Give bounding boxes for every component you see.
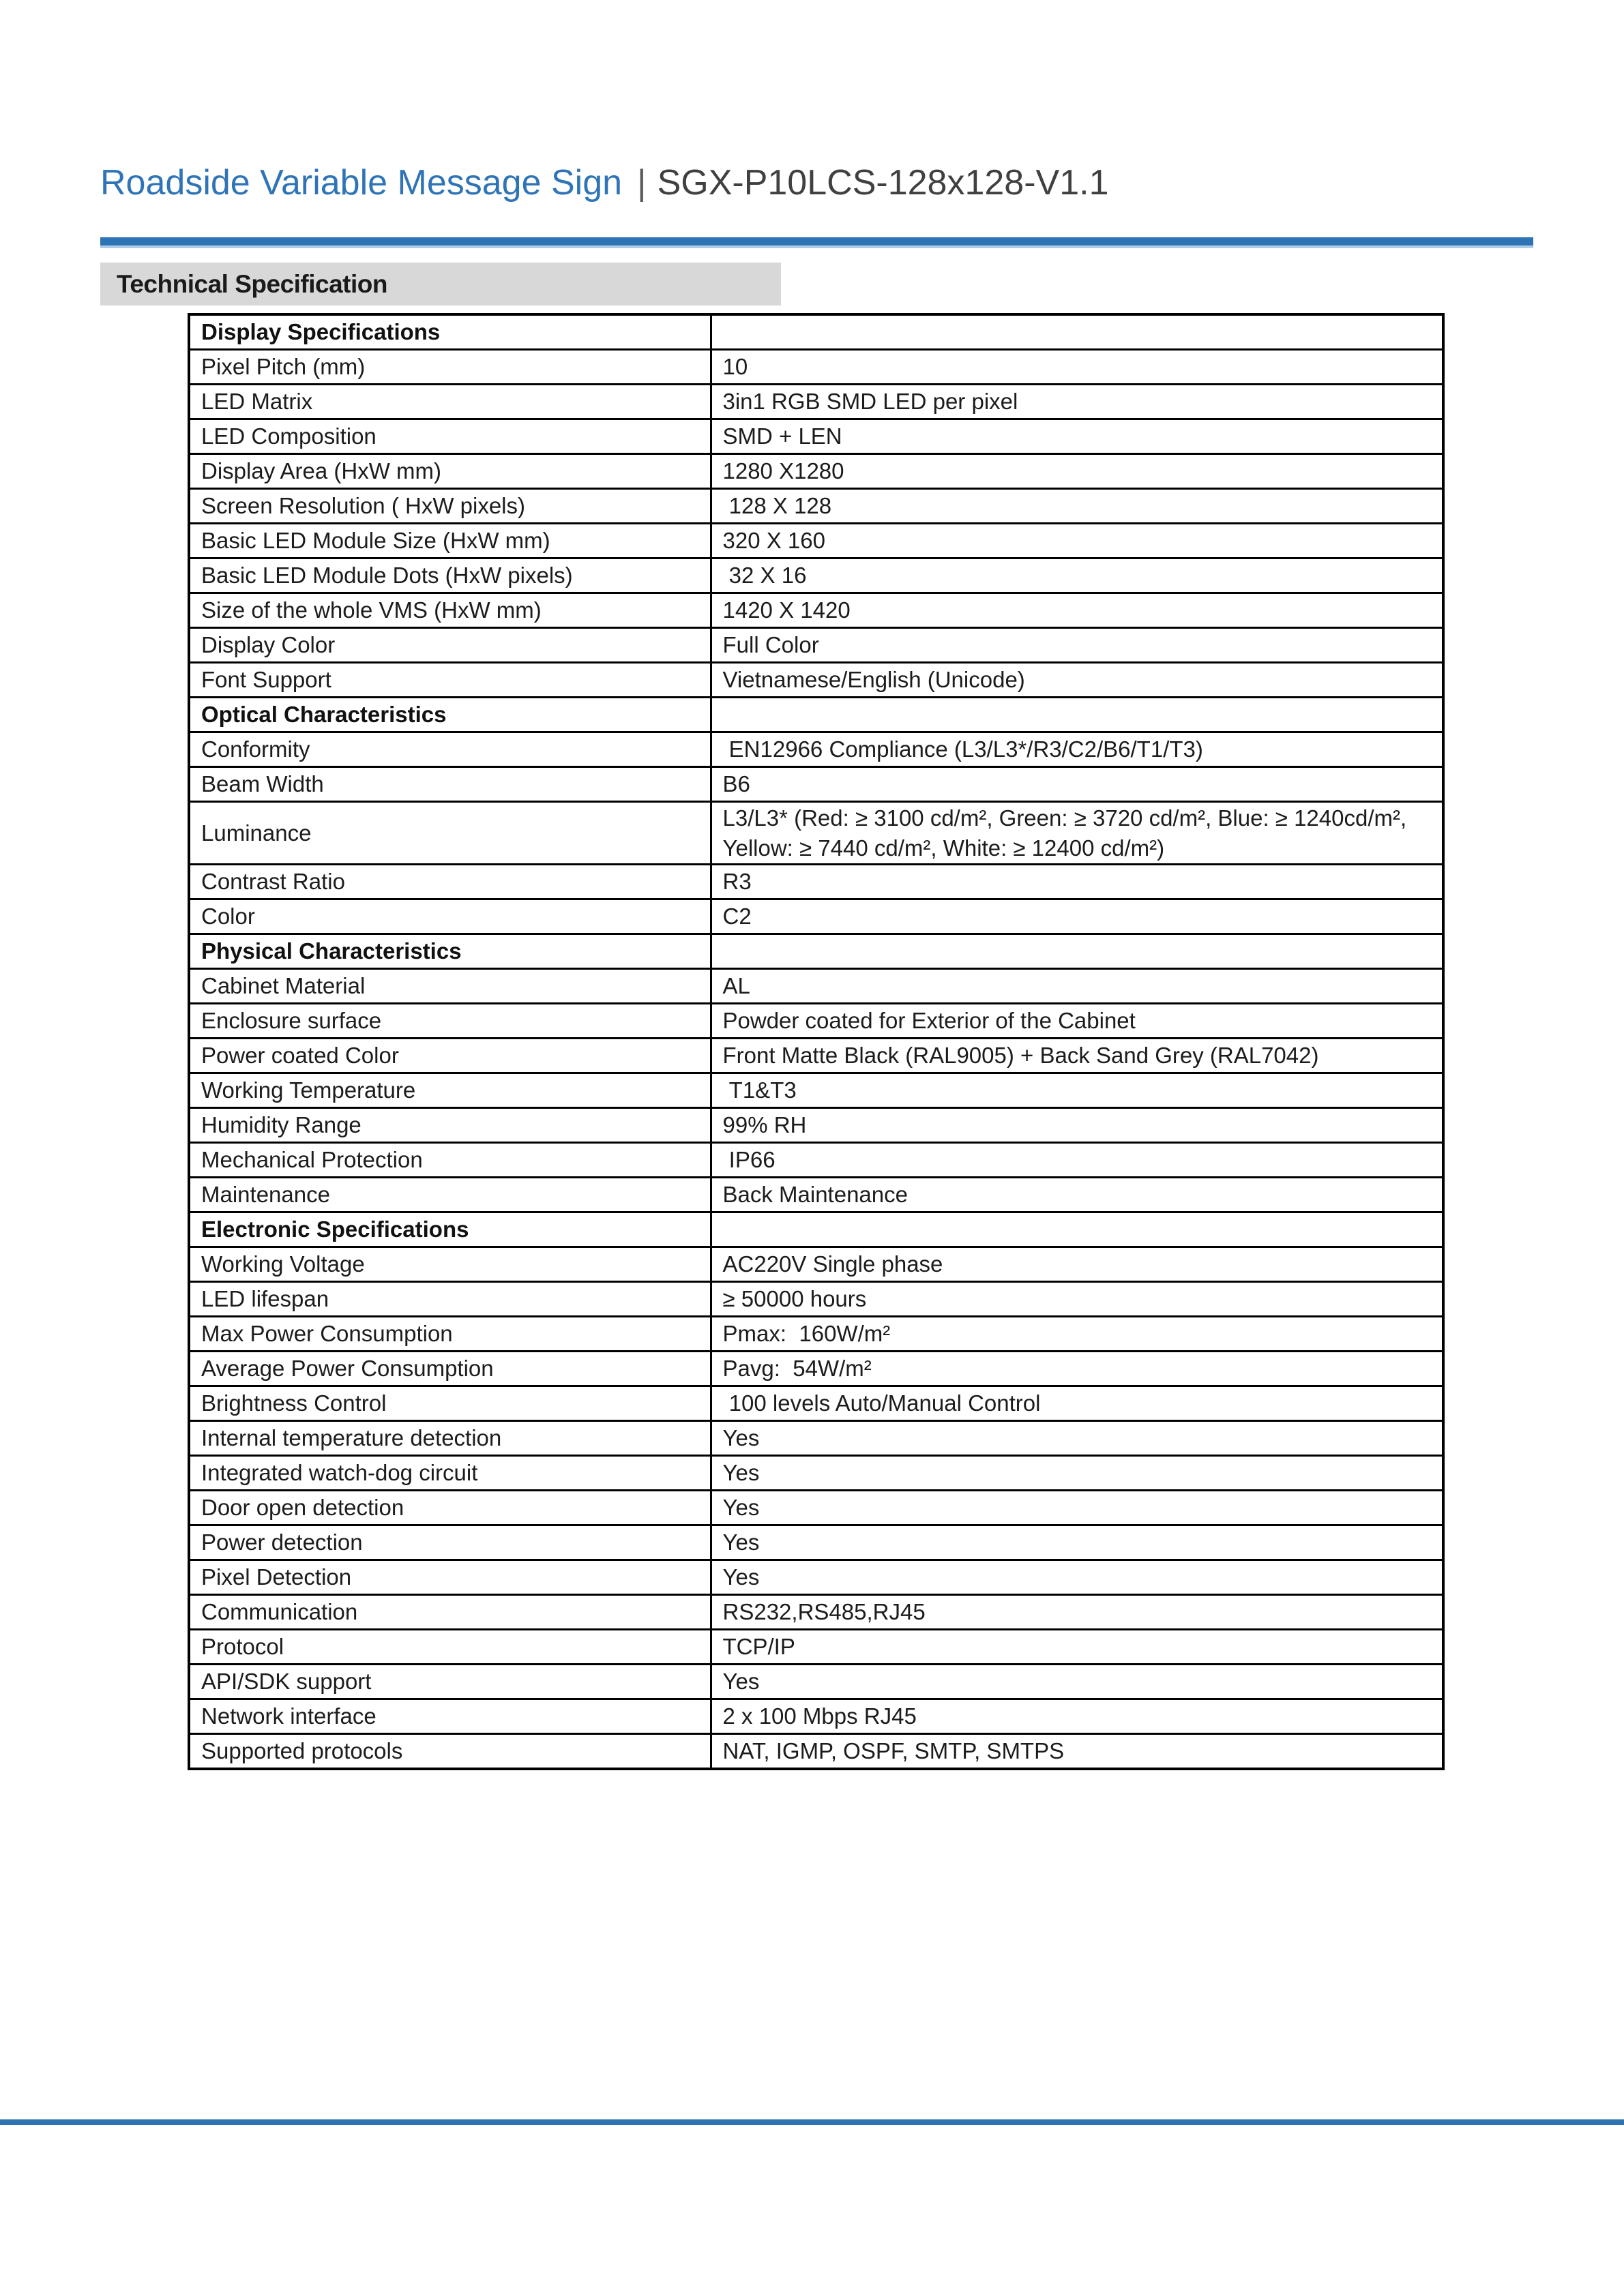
spec-label-cell	[189, 593, 711, 628]
spec-label: Font Support	[201, 667, 331, 693]
spec-row	[189, 663, 1443, 698]
spec-value: C2	[722, 904, 752, 929]
spec-value: 99% RH	[722, 1112, 807, 1138]
spec-value-cell	[711, 1073, 1443, 1108]
spec-value-cell	[711, 1560, 1443, 1595]
spec-value-cell	[711, 934, 1443, 969]
spec-row	[189, 1317, 1443, 1352]
spec-value: Pmax: 160W/m²	[722, 1321, 891, 1347]
spec-label-cell	[189, 865, 711, 899]
spec-value-cell	[711, 1456, 1443, 1491]
spec-label: Protocol	[201, 1634, 284, 1660]
technical-specification-banner	[100, 263, 781, 305]
spec-label-cell	[189, 899, 711, 934]
spec-row	[189, 1525, 1443, 1560]
spec-label-cell	[189, 934, 711, 969]
spec-label-cell	[189, 1491, 711, 1525]
spec-label-cell	[189, 1039, 711, 1073]
spec-value: IP66	[722, 1147, 776, 1173]
spec-label: Supported protocols	[201, 1738, 403, 1764]
spec-row	[189, 314, 1443, 350]
spec-value-cell	[711, 489, 1443, 524]
spec-value: TCP/IP	[722, 1634, 795, 1660]
spec-label: Basic LED Module Dots (HxW pixels)	[201, 563, 573, 588]
spec-value-cell	[711, 454, 1443, 489]
spec-value-cell	[711, 767, 1443, 802]
title-separator: |	[637, 163, 647, 203]
spec-label: Optical Characteristics	[201, 702, 447, 728]
spec-row	[189, 1665, 1443, 1699]
spec-label: Door open detection	[201, 1495, 404, 1521]
spec-label-cell	[189, 558, 711, 593]
spec-value: AC220V Single phase	[722, 1251, 943, 1277]
spec-row	[189, 524, 1443, 558]
spec-value-cell	[711, 628, 1443, 663]
spec-label: Enclosure surface	[201, 1008, 382, 1034]
spec-label: Power detection	[201, 1530, 363, 1555]
spec-label-cell	[189, 969, 711, 1004]
spec-value: AL	[722, 973, 750, 999]
spec-value: Yes	[722, 1460, 760, 1486]
spec-value-cell	[711, 698, 1443, 732]
spec-label-cell	[189, 314, 711, 350]
spec-value-cell	[711, 1421, 1443, 1456]
spec-row	[189, 1456, 1443, 1491]
spec-label-cell	[189, 385, 711, 419]
technical-specification-label: Technical Specification	[117, 269, 387, 298]
spec-row	[189, 1560, 1443, 1595]
spec-row	[189, 1004, 1443, 1039]
spec-label: Working Temperature	[201, 1077, 416, 1103]
spec-value-cell	[711, 1178, 1443, 1212]
page-header	[100, 162, 1109, 203]
spec-label-cell	[189, 628, 711, 663]
spec-row	[189, 1734, 1443, 1770]
spec-label: Humidity Range	[201, 1112, 361, 1138]
spec-label-cell	[189, 663, 711, 698]
spec-row	[189, 969, 1443, 1004]
spec-value: Yes	[722, 1425, 760, 1451]
model-number: SGX-P10LCS-128x128-V1.1	[657, 163, 1109, 203]
spec-value-cell	[711, 593, 1443, 628]
spec-row	[189, 593, 1443, 628]
spec-value-cell	[711, 1143, 1443, 1178]
spec-value: L3/L3* (Red: ≥ 3100 cd/m², Green: ≥ 3720 cd/m², Blue: ≥ 1240cd/m², Yellow: ≥ 7440 cd/m², White: ≥ 12400 cd/m²)	[722, 805, 1413, 861]
spec-label-cell	[189, 524, 711, 558]
spec-value: Full Color	[722, 632, 819, 658]
spec-value-cell	[711, 1386, 1443, 1421]
spec-row	[189, 1595, 1443, 1630]
spec-row	[189, 454, 1443, 489]
spec-value: SMD + LEN	[722, 423, 842, 449]
footer-divider-rule	[0, 2119, 1624, 2125]
spec-label-cell	[189, 419, 711, 454]
spec-value: Yes	[722, 1564, 760, 1590]
spec-value-cell	[711, 1665, 1443, 1699]
spec-value: 128 X 128	[722, 493, 832, 519]
spec-value-cell	[711, 802, 1443, 865]
spec-value-cell	[711, 1039, 1443, 1073]
spec-row	[189, 1247, 1443, 1282]
spec-value-cell	[711, 732, 1443, 767]
spec-label: Electronic Specifications	[201, 1217, 469, 1242]
spec-label: LED Matrix	[201, 389, 313, 415]
spec-label: Average Power Consumption	[201, 1356, 494, 1382]
spec-label-cell	[189, 454, 711, 489]
spec-label: Screen Resolution ( HxW pixels)	[201, 493, 525, 519]
spec-value: NAT, IGMP, OSPF, SMTP, SMTPS	[722, 1738, 1065, 1764]
spec-row	[189, 1352, 1443, 1386]
spec-label-cell	[189, 732, 711, 767]
spec-value: Yes	[722, 1669, 760, 1695]
spec-label-cell	[189, 1595, 711, 1630]
spec-label: Size of the whole VMS (HxW mm)	[201, 597, 542, 623]
spec-row	[189, 628, 1443, 663]
spec-label-cell	[189, 350, 711, 385]
spec-value: 1280 X1280	[722, 458, 844, 484]
spec-value: Front Matte Black (RAL9005) + Back Sand Grey (RAL7042)	[722, 1043, 1319, 1069]
spec-value: 10	[722, 354, 748, 380]
spec-row	[189, 1143, 1443, 1178]
spec-value-cell	[711, 1525, 1443, 1560]
spec-value: Pavg: 54W/m²	[722, 1356, 872, 1382]
spec-value-cell	[711, 350, 1443, 385]
spec-label: Mechanical Protection	[201, 1147, 423, 1173]
spec-value: Yes	[722, 1530, 760, 1555]
spec-value-cell	[711, 1247, 1443, 1282]
spec-label: Network interface	[201, 1703, 377, 1729]
spec-value: R3	[722, 869, 752, 895]
spec-value: 1420 X 1420	[722, 597, 851, 623]
spec-label: LED Composition	[201, 423, 377, 449]
spec-label-cell	[189, 767, 711, 802]
spec-row	[189, 1108, 1443, 1143]
spec-row	[189, 899, 1443, 934]
spec-label-cell	[189, 1386, 711, 1421]
spec-label-cell	[189, 1317, 711, 1352]
spec-label: API/SDK support	[201, 1669, 372, 1695]
spec-row	[189, 802, 1443, 865]
spec-table	[188, 313, 1445, 1770]
spec-label: Power coated Color	[201, 1043, 399, 1069]
spec-label-cell	[189, 1212, 711, 1247]
spec-value-cell	[711, 865, 1443, 899]
spec-table-body	[189, 314, 1443, 1769]
spec-label: Cabinet Material	[201, 973, 366, 999]
spec-value-cell	[711, 314, 1443, 350]
spec-row	[189, 558, 1443, 593]
spec-label: Brightness Control	[201, 1390, 387, 1416]
spec-label-cell	[189, 1630, 711, 1665]
spec-row	[189, 350, 1443, 385]
spec-row	[189, 489, 1443, 524]
spec-label-cell	[189, 1560, 711, 1595]
spec-value-cell	[711, 385, 1443, 419]
spec-label-cell	[189, 1282, 711, 1317]
spec-label: Pixel Detection	[201, 1564, 352, 1590]
spec-label-cell	[189, 1178, 711, 1212]
spec-value: Powder coated for Exterior of the Cabinet	[722, 1008, 1136, 1034]
spec-label: Pixel Pitch (mm)	[201, 354, 366, 380]
spec-label-cell	[189, 1734, 711, 1770]
spec-label: Internal temperature detection	[201, 1425, 502, 1451]
spec-value-cell	[711, 899, 1443, 934]
spec-value: EN12966 Compliance (L3/L3*/R3/C2/B6/T1/T3)	[722, 736, 1203, 762]
spec-label-cell	[189, 1247, 711, 1282]
spec-label: Luminance	[201, 820, 312, 846]
spec-row	[189, 1282, 1443, 1317]
spec-label: Working Voltage	[201, 1251, 365, 1277]
spec-value: ≥ 50000 hours	[722, 1286, 867, 1312]
spec-row	[189, 1630, 1443, 1665]
spec-row	[189, 1039, 1443, 1073]
spec-label: Display Area (HxW mm)	[201, 458, 442, 484]
spec-row	[189, 1386, 1443, 1421]
spec-label-cell	[189, 1108, 711, 1143]
spec-value-cell	[711, 969, 1443, 1004]
spec-row	[189, 698, 1443, 732]
page-title: Roadside Variable Message Sign	[100, 163, 623, 203]
spec-label-cell	[189, 802, 711, 865]
spec-value-cell	[711, 419, 1443, 454]
spec-value: 100 levels Auto/Manual Control	[722, 1390, 1041, 1416]
spec-row	[189, 767, 1443, 802]
spec-value: 32 X 16	[722, 563, 807, 588]
spec-label-cell	[189, 1699, 711, 1734]
spec-value-cell	[711, 1491, 1443, 1525]
spec-value: 320 X 160	[722, 528, 825, 554]
spec-label: Conformity	[201, 736, 310, 762]
spec-value: B6	[722, 771, 750, 797]
spec-label: Display Specifications	[201, 319, 441, 345]
spec-row	[189, 1421, 1443, 1456]
spec-value-cell	[711, 1595, 1443, 1630]
spec-label: LED lifespan	[201, 1286, 329, 1312]
header-divider-rule	[100, 237, 1533, 248]
spec-value: RS232,RS485,RJ45	[722, 1599, 926, 1625]
spec-value: Yes	[722, 1495, 760, 1521]
spec-row	[189, 934, 1443, 969]
spec-label-cell	[189, 1421, 711, 1456]
spec-row	[189, 865, 1443, 899]
spec-value-cell	[711, 1282, 1443, 1317]
spec-row	[189, 419, 1443, 454]
spec-value: 3in1 RGB SMD LED per pixel	[722, 389, 1018, 415]
spec-row	[189, 1073, 1443, 1108]
spec-label: Integrated watch-dog circuit	[201, 1460, 478, 1486]
spec-row	[189, 1491, 1443, 1525]
spec-value-cell	[711, 558, 1443, 593]
spec-label-cell	[189, 1665, 711, 1699]
spec-label-cell	[189, 1525, 711, 1560]
spec-label: Communication	[201, 1599, 358, 1625]
spec-label-cell	[189, 698, 711, 732]
spec-value-cell	[711, 1004, 1443, 1039]
spec-value: T1&T3	[722, 1077, 797, 1103]
spec-label-cell	[189, 1143, 711, 1178]
spec-value: Vietnamese/English (Unicode)	[722, 667, 1025, 693]
spec-label: Physical Characteristics	[201, 938, 462, 964]
spec-label-cell	[189, 489, 711, 524]
spec-row	[189, 732, 1443, 767]
spec-value-cell	[711, 1317, 1443, 1352]
spec-label: Maintenance	[201, 1182, 330, 1208]
spec-label-cell	[189, 1004, 711, 1039]
spec-value: 2 x 100 Mbps RJ45	[722, 1703, 917, 1729]
spec-label-cell	[189, 1073, 711, 1108]
spec-value-cell	[711, 663, 1443, 698]
spec-label: Contrast Ratio	[201, 869, 345, 895]
spec-row	[189, 1178, 1443, 1212]
spec-value-cell	[711, 1108, 1443, 1143]
spec-label: Beam Width	[201, 771, 324, 797]
spec-value-cell	[711, 1734, 1443, 1770]
spec-label-cell	[189, 1456, 711, 1491]
spec-value-cell	[711, 1212, 1443, 1247]
spec-label-cell	[189, 1352, 711, 1386]
spec-row	[189, 1212, 1443, 1247]
spec-value-cell	[711, 524, 1443, 558]
spec-label: Display Color	[201, 632, 336, 658]
spec-label: Basic LED Module Size (HxW mm)	[201, 528, 550, 554]
spec-value-cell	[711, 1630, 1443, 1665]
spec-label: Max Power Consumption	[201, 1321, 453, 1347]
spec-row	[189, 385, 1443, 419]
spec-row	[189, 1699, 1443, 1734]
spec-value-cell	[711, 1699, 1443, 1734]
spec-value-cell	[711, 1352, 1443, 1386]
spec-value: Back Maintenance	[722, 1182, 908, 1208]
spec-label: Color	[201, 904, 255, 929]
